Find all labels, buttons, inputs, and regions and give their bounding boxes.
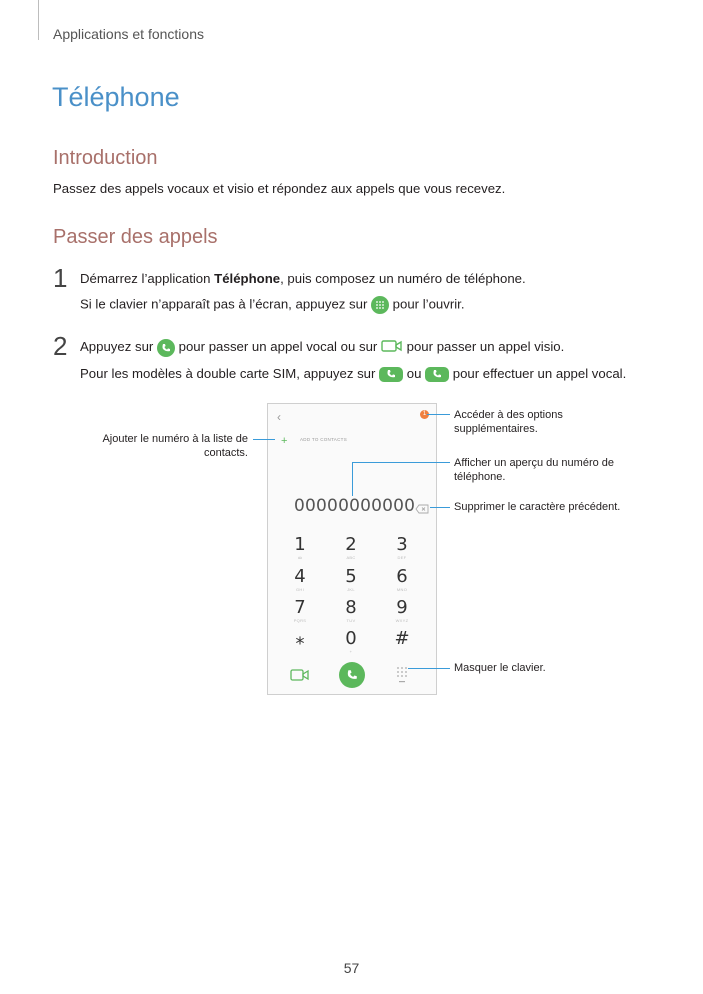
dial-key[interactable]	[331, 597, 371, 624]
dial-key[interactable]	[331, 566, 371, 593]
step1-line2	[80, 296, 465, 314]
dial-key[interactable]	[280, 566, 320, 593]
step2-line1	[80, 338, 564, 357]
header-rule	[38, 0, 39, 40]
dial-key-letters: PQRS	[293, 618, 307, 623]
dial-key[interactable]	[382, 597, 422, 624]
dial-key[interactable]	[331, 534, 371, 561]
back-icon[interactable]: ‹	[277, 410, 281, 424]
step2-text-b: pour passer un appel vocal ou sur	[174, 338, 381, 354]
dial-key-letters: ABC	[346, 555, 356, 560]
dial-key-letters	[280, 649, 320, 655]
step2-line2-b: ou	[403, 366, 426, 381]
dial-key[interactable]	[382, 566, 422, 593]
annotation-preview: Afficher un aperçu du numéro de téléphone.	[454, 457, 615, 483]
leader-more-options	[427, 414, 450, 415]
step1-line2-b: pour l’ouvrir.	[389, 296, 465, 312]
dial-key-digit: 9	[396, 597, 408, 618]
dial-key-digit: #	[394, 628, 410, 649]
step2-line2-c: pour effectuer un appel vocal.	[449, 366, 627, 381]
dial-key-letters: TUV	[346, 618, 356, 623]
annotation-hide: Masquer le clavier.	[454, 662, 546, 674]
annotation-more-options: Accéder à des options supplémentaires.	[454, 409, 563, 435]
dial-key-letters: WXYZ	[395, 618, 409, 623]
dial-key-digit: 7	[294, 597, 306, 618]
dial-key-digit: 1	[294, 534, 306, 555]
dial-key[interactable]	[280, 597, 320, 624]
add-contact-plus-icon[interactable]: +	[281, 435, 288, 447]
intro-heading: Introduction	[53, 147, 158, 169]
dial-key-letters: ꝏ	[297, 555, 303, 560]
step2-text-c: pour passer un appel visio.	[402, 338, 565, 354]
step2-line2	[80, 366, 626, 382]
dial-key-digit: 2	[345, 534, 357, 555]
dial-key-letters	[382, 649, 422, 655]
dial-key[interactable]	[280, 534, 320, 561]
dial-key[interactable]	[331, 628, 371, 655]
hide-keypad-icon[interactable]	[396, 666, 408, 689]
dialed-number: 00000000000	[294, 496, 416, 516]
add-to-contacts-label[interactable]: ADD TO CONTACTS	[300, 437, 348, 442]
annotation-add-contact: Ajouter le numéro à la liste de contacts.	[102, 433, 248, 459]
dial-key-letters: DEF	[397, 555, 407, 560]
sim1-call-icon	[379, 367, 403, 382]
dial-key-digit: ⁎	[295, 628, 305, 649]
page-title: Téléphone	[52, 82, 180, 112]
step1-line1	[80, 271, 526, 286]
video-call-icon	[381, 338, 403, 357]
dial-key-letters: JKL	[347, 587, 355, 592]
step-number-2: 2	[53, 331, 68, 361]
intro-text: Passez des appels vocaux et visio et répondez aux appels que vous recevez.	[53, 181, 506, 196]
dial-key-digit: 5	[345, 566, 357, 587]
step2-text-a: Appuyez sur	[80, 338, 157, 354]
step1-app-name: Téléphone	[214, 271, 281, 286]
dial-key-digit: 6	[396, 566, 408, 587]
voice-call-icon	[157, 339, 175, 357]
dial-key[interactable]	[280, 628, 320, 655]
dial-key[interactable]	[382, 628, 422, 655]
leader-preview-h	[352, 462, 450, 463]
sim2-call-icon	[425, 367, 449, 382]
page-number: 57	[343, 960, 360, 976]
more-options-icon[interactable]: 1	[420, 410, 429, 419]
keypad-icon	[371, 296, 389, 314]
backspace-icon[interactable]	[415, 501, 429, 519]
section-header: Applications et fonctions	[53, 26, 204, 42]
step-number-1: 1	[53, 263, 68, 293]
dial-key-digit: 3	[396, 534, 408, 555]
annotation-delete: Supprimer le caractère précédent.	[454, 501, 621, 513]
calls-heading: Passer des appels	[53, 226, 218, 248]
step1-text-b: , puis composez un numéro de téléphone.	[280, 271, 526, 286]
dial-key-letters: +	[349, 649, 353, 654]
dial-key-letters: MNO	[396, 587, 408, 592]
dial-key-digit: 8	[345, 597, 357, 618]
leader-preview-v	[352, 462, 353, 496]
leader-delete	[430, 507, 450, 508]
dial-key-letters: GHI	[295, 587, 304, 592]
step2-line2-a: Pour les modèles à double carte SIM, appuyez sur	[80, 366, 380, 381]
step1-text-a: Démarrez l’application	[80, 271, 215, 286]
leader-add-contact	[253, 439, 275, 440]
call-button[interactable]	[339, 662, 365, 688]
dial-key-digit: 4	[294, 566, 306, 587]
step1-line2-a: Si le clavier n’apparaît pas à l’écran, appuyez sur	[80, 296, 372, 312]
dial-key-digit: 0	[345, 628, 357, 649]
dial-key[interactable]	[382, 534, 422, 561]
leader-hide	[408, 668, 450, 669]
video-call-button-icon[interactable]	[290, 668, 310, 687]
phone-screenshot	[267, 403, 437, 695]
